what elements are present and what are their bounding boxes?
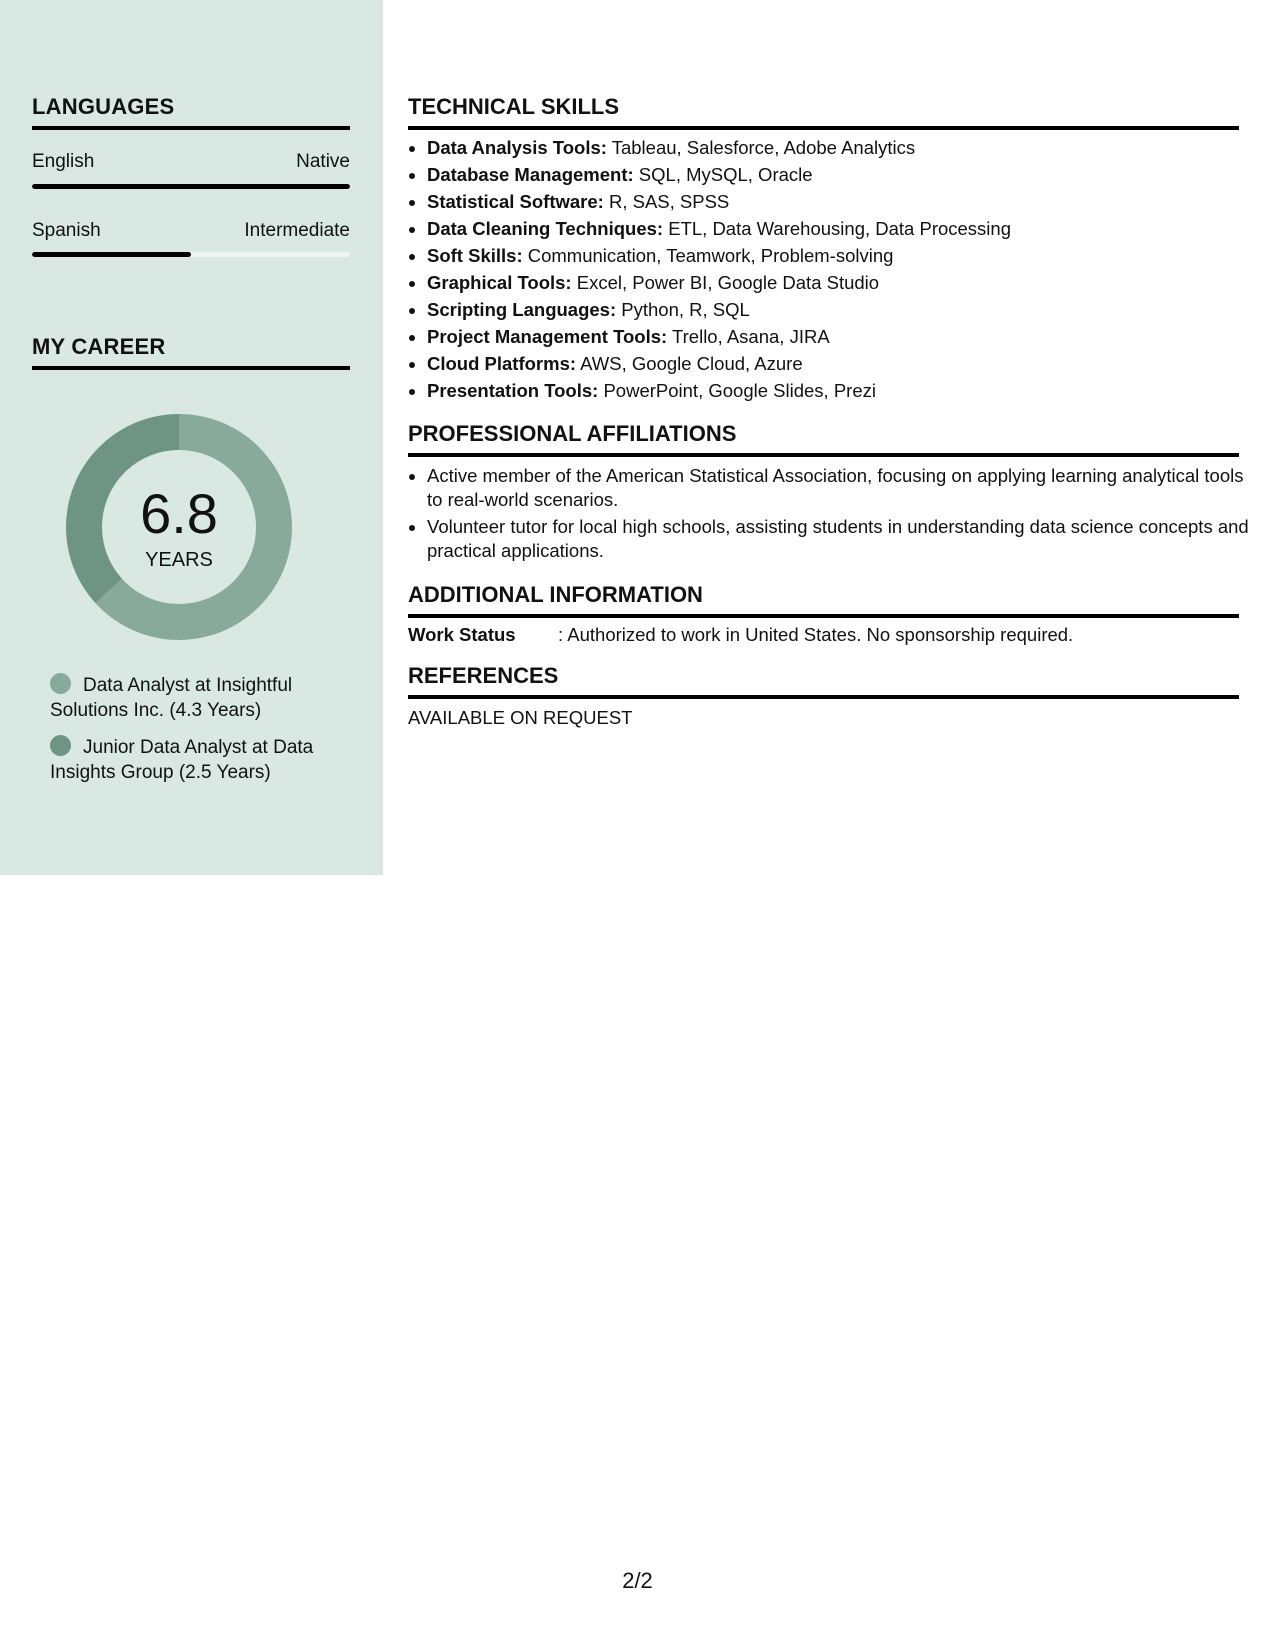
skill-value: R, SAS, SPSS xyxy=(608,191,730,212)
affiliations-list xyxy=(408,464,1258,566)
languages-heading: LANGUAGES xyxy=(32,94,350,130)
sidebar xyxy=(0,0,383,875)
skill-item xyxy=(427,269,1258,296)
legend-dot-icon xyxy=(50,673,71,694)
skill-label: Statistical Software: xyxy=(427,191,604,212)
technical-skills-heading: TECHNICAL SKILLS xyxy=(408,94,1239,130)
career-donut-chart xyxy=(66,414,292,640)
skill-value: Trello, Asana, JIRA xyxy=(672,326,830,347)
skill-label: Soft Skills: xyxy=(427,245,523,266)
language-row-spanish xyxy=(32,220,350,242)
skill-item xyxy=(427,350,1258,377)
skill-value: Python, R, SQL xyxy=(621,299,750,320)
skill-label: Project Management Tools: xyxy=(427,326,668,347)
career-legend-item xyxy=(50,673,340,723)
references-text: AVAILABLE ON REQUEST xyxy=(408,707,633,728)
skill-item xyxy=(427,161,1258,188)
skill-value: PowerPoint, Google Slides, Prezi xyxy=(603,380,876,401)
career-legend-item xyxy=(50,735,340,785)
references-heading: REFERENCES xyxy=(408,663,1239,699)
work-status-value: : Authorized to work in United States. No sponsorship required. xyxy=(558,624,1074,645)
skill-value: SQL, MySQL, Oracle xyxy=(638,164,813,185)
skill-value: AWS, Google Cloud, Azure xyxy=(580,353,803,374)
skill-item xyxy=(427,296,1258,323)
skill-value: Communication, Teamwork, Problem-solving xyxy=(527,245,894,266)
skill-item xyxy=(427,377,1258,404)
language-name: English xyxy=(32,151,95,172)
affiliation-item: • Volunteer tutor for local high schools, assisting students in understanding data science concepts and practical applications. xyxy=(427,515,1258,563)
skill-label: Presentation Tools: xyxy=(427,380,599,401)
career-heading: MY CAREER xyxy=(32,334,350,370)
skill-label: Graphical Tools: xyxy=(427,272,572,293)
legend-dot-icon xyxy=(50,735,71,756)
skill-item xyxy=(427,242,1258,269)
page-number: 2/2 xyxy=(622,1568,653,1593)
career-legend-label: Data Analyst at Insightful Solutions Inc. (4.3 Years) xyxy=(50,675,293,721)
skill-label: Scripting Languages: xyxy=(427,299,617,320)
skill-value: Excel, Power BI, Google Data Studio xyxy=(576,272,880,293)
language-level: Native xyxy=(296,151,350,172)
skill-value: ETL, Data Warehousing, Data Processing xyxy=(668,218,1011,239)
skill-item xyxy=(427,188,1258,215)
language-bar-fill xyxy=(32,184,350,189)
technical-skills-list xyxy=(408,134,1258,404)
additional-info-heading: ADDITIONAL INFORMATION xyxy=(408,582,1239,618)
language-name: Spanish xyxy=(32,220,101,241)
language-bar-english xyxy=(32,184,350,189)
work-status-label: Work Status xyxy=(408,624,516,645)
skill-item xyxy=(427,134,1258,161)
work-status-row xyxy=(408,624,1239,646)
skill-label: Data Analysis Tools: xyxy=(427,137,607,158)
skill-label: Data Cleaning Techniques: xyxy=(427,218,664,239)
skill-item xyxy=(427,215,1258,242)
career-total-value: 6.8 xyxy=(140,482,218,545)
affiliation-item: • Active member of the American Statistical Association, focusing on applying learning analytical tools to real-world scenarios. xyxy=(427,464,1258,512)
affiliations-heading: PROFESSIONAL AFFILIATIONS xyxy=(408,421,1239,457)
skill-item xyxy=(427,323,1258,350)
language-row-english xyxy=(32,151,350,173)
career-legend-label: Junior Data Analyst at Data Insights Group (2.5 Years) xyxy=(50,737,314,783)
language-level: Intermediate xyxy=(244,220,350,241)
language-bar-fill xyxy=(32,252,191,257)
career-total-unit: YEARS xyxy=(145,549,213,571)
skill-label: Cloud Platforms: xyxy=(427,353,577,374)
skill-value: Tableau, Salesforce, Adobe Analytics xyxy=(611,137,916,158)
language-bar-spanish xyxy=(32,252,350,257)
skill-label: Database Management: xyxy=(427,164,634,185)
